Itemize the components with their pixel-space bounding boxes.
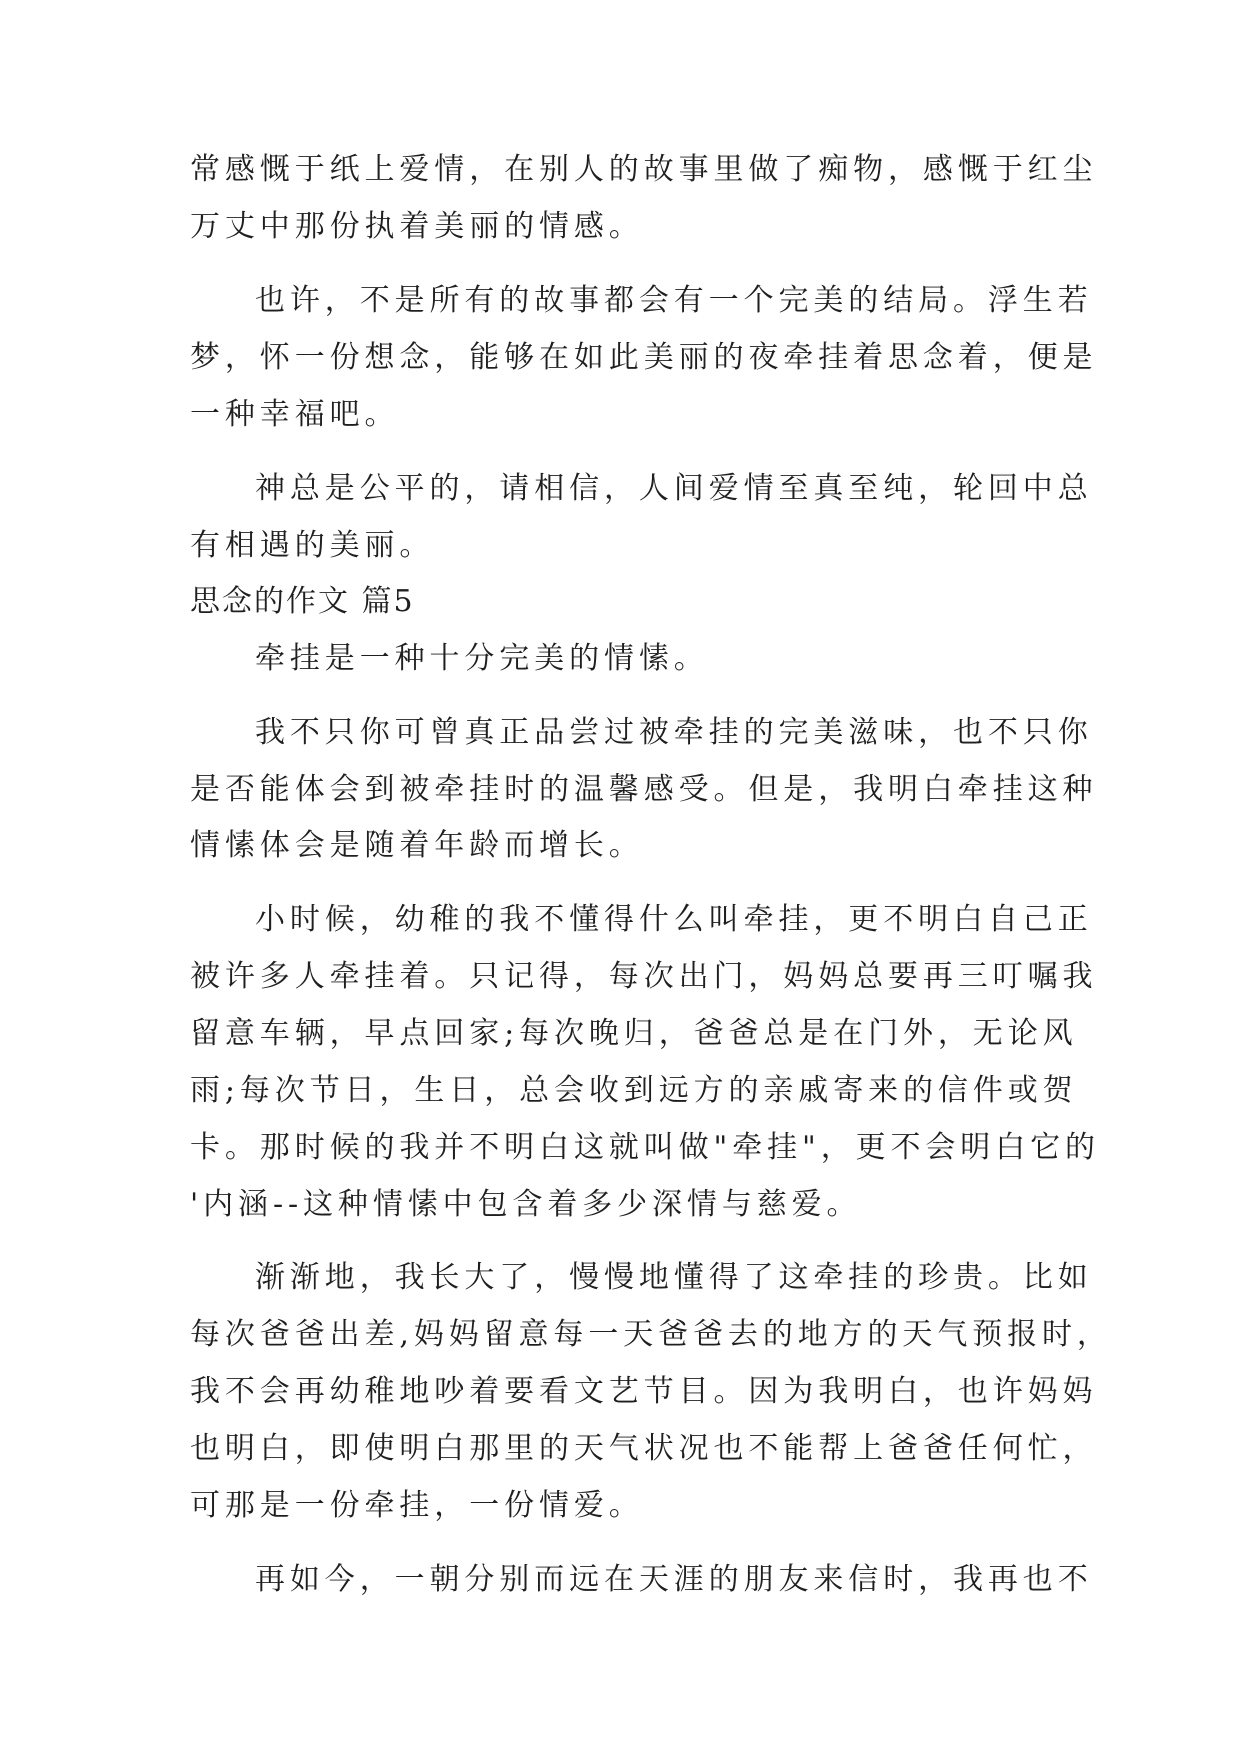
text-line: 留意车辆，早点回家;每次晚归，爸爸总是在门外，无论风 [190, 1016, 1078, 1051]
text-line: 是否能体会到被牵挂时的温馨感受。但是，我明白牵挂这种 [190, 772, 1098, 807]
paragraph-first-line: 牵挂是一种十分完美的情愫。 [255, 641, 709, 676]
text-line: 卡。那时候的我并不明白这就叫做"牵挂"，更不会明白它的 [190, 1130, 1100, 1165]
text-line: 也明白，即使明白那里的天气状况也不能帮上爸爸任何忙， [190, 1431, 1098, 1466]
text-line: 情愫体会是随着年龄而增长。 [190, 828, 644, 863]
text-line: 一种幸福吧。 [190, 397, 400, 432]
text-line: 我不会再幼稚地吵着要看文艺节目。因为我明白，也许妈妈 [190, 1374, 1098, 1409]
paragraph-first-line: 小时候，幼稚的我不懂得什么叫牵挂，更不明白自己正 [255, 902, 1093, 937]
paragraph-first-line: 再如今，一朝分别而远在天涯的朋友来信时，我再也不 [255, 1562, 1093, 1597]
paragraph-first-line: 神总是公平的，请相信，人间爱情至真至纯，轮回中总 [255, 471, 1093, 506]
paragraph-first-line: 渐渐地，我长大了，慢慢地懂得了这牵挂的珍贵。比如 [255, 1260, 1093, 1295]
text-line: 有相遇的美丽。 [190, 528, 435, 563]
paragraph-first-line: 我不只你可曾真正品尝过被牵挂的完美滋味，也不只你 [255, 715, 1093, 750]
text-line: 万丈中那份执着美丽的情感。 [190, 209, 644, 244]
text-line: 雨;每次节日，生日，总会收到远方的亲戚寄来的信件或贺 [190, 1073, 1078, 1108]
text-line: 每次爸爸出差,妈妈留意每一天爸爸去的地方的天气预报时， [190, 1317, 1112, 1352]
text-line: '内涵--这种情愫中包含着多少深情与慈爱。 [190, 1187, 862, 1222]
text-line: 可那是一份牵挂，一份情爱。 [190, 1488, 644, 1523]
text-line: 梦，怀一份想念，能够在如此美丽的夜牵挂着思念着，便是 [190, 340, 1098, 375]
text-line: 被许多人牵挂着。只记得，每次出门，妈妈总要再三叮嘱我 [190, 959, 1098, 994]
text-line: 常感慨于纸上爱情，在别人的故事里做了痴物，感慨于红尘 [190, 152, 1098, 187]
paragraph-first-line: 也许，不是所有的故事都会有一个完美的结局。浮生若 [255, 283, 1093, 318]
section-heading: 思念的作文 篇5 [190, 584, 415, 619]
